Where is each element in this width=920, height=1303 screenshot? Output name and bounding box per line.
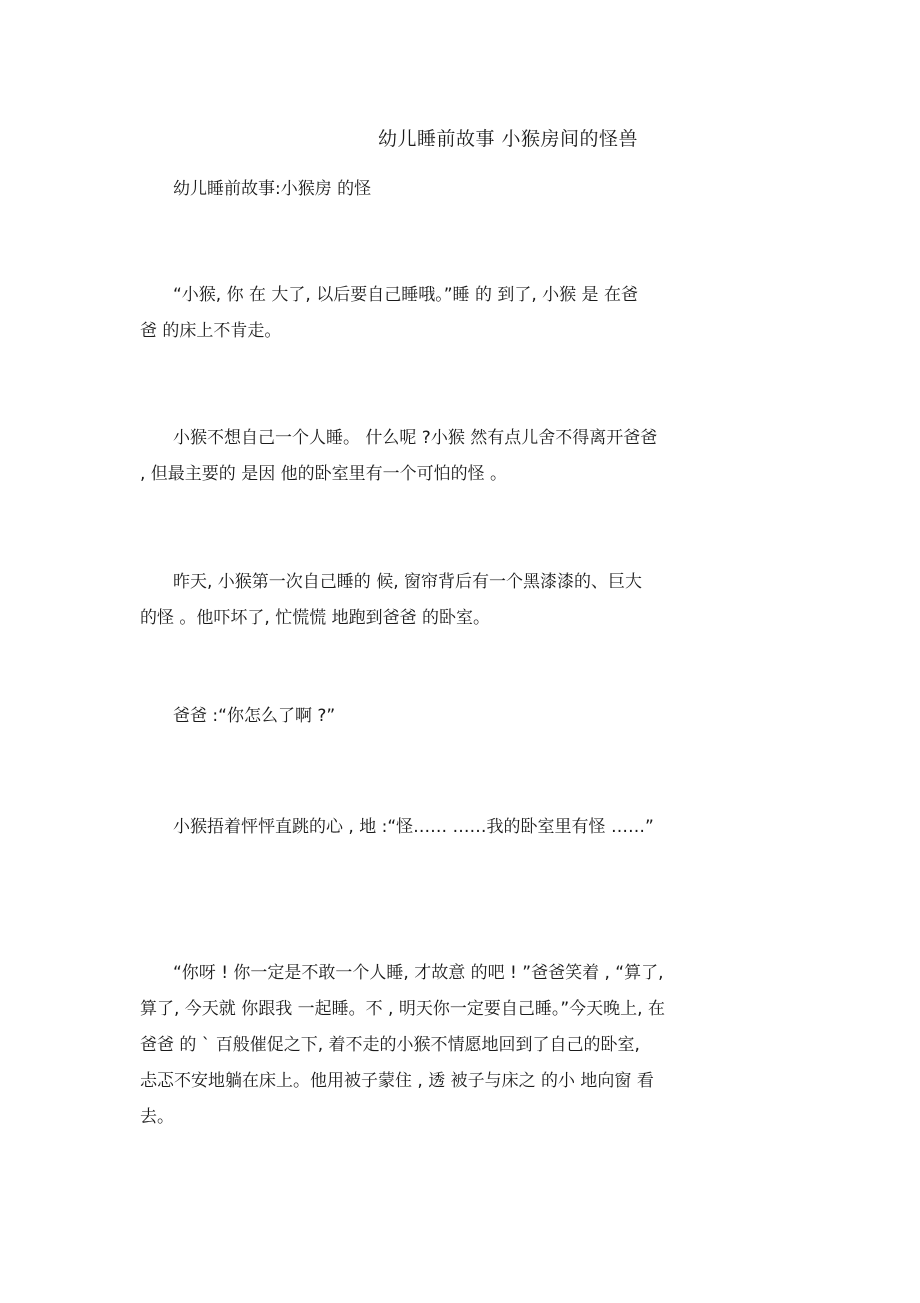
paragraph-1-line-2: 爸 的床上不肯走。 xyxy=(140,321,282,341)
paragraph-2-line-2: , 但最主要的 是因 他的卧室里有一个可怕的怪 。 xyxy=(140,464,508,484)
document-subtitle: 幼儿睡前故事:小猴房 的怪 xyxy=(173,179,372,199)
paragraph-4-line-1: 爸爸 :“你怎么了啊 ?” xyxy=(173,706,336,726)
paragraph-3-line-2: 的怪 。他吓坏了, 忙慌慌 地跑到爸爸 的卧室。 xyxy=(140,608,491,628)
paragraph-5-line-1: 小猴捂着怦怦直跳的心 , 地 :“怪…… ……我的卧室里有怪 ……” xyxy=(173,817,654,837)
paragraph-6-line-1: “你呀 ! 你一定是不敢一个人睡, 才故意 的吧 ! ”爸爸笑着 , “算了, xyxy=(173,963,664,983)
paragraph-6-line-2: 算了, 今天就 你跟我 一起睡。不 , 明天你一定要自己睡。”今天晚上, 在 xyxy=(140,999,665,1019)
paragraph-6-line-3: 爸爸 的 ` 百般催促之下, 着不走的小猴不情愿地回到了自己的卧室, xyxy=(140,1035,640,1055)
paragraph-6-line-4: 忐忑不安地躺在床上。他用被子蒙住 , 透 被子与床之 的小 地向窗 看 xyxy=(140,1071,654,1091)
paragraph-1-line-1: “小猴, 你 在 大了, 以后要自己睡哦。”睡 的 到了, 小猴 是 在爸 xyxy=(173,285,638,305)
paragraph-2-line-1: 小猴不想自己一个人睡。 什么呢 ?小猴 然有点儿舍不得离开爸爸 xyxy=(173,428,658,448)
paragraph-6-line-5: 去。 xyxy=(140,1107,174,1127)
document-title: 幼儿睡前故事 小猴房间的怪兽 xyxy=(378,128,639,150)
paragraph-3-line-1: 昨天, 小猴第一次自己睡的 候, 窗帘背后有一个黑漆漆的、巨大 xyxy=(173,572,643,592)
